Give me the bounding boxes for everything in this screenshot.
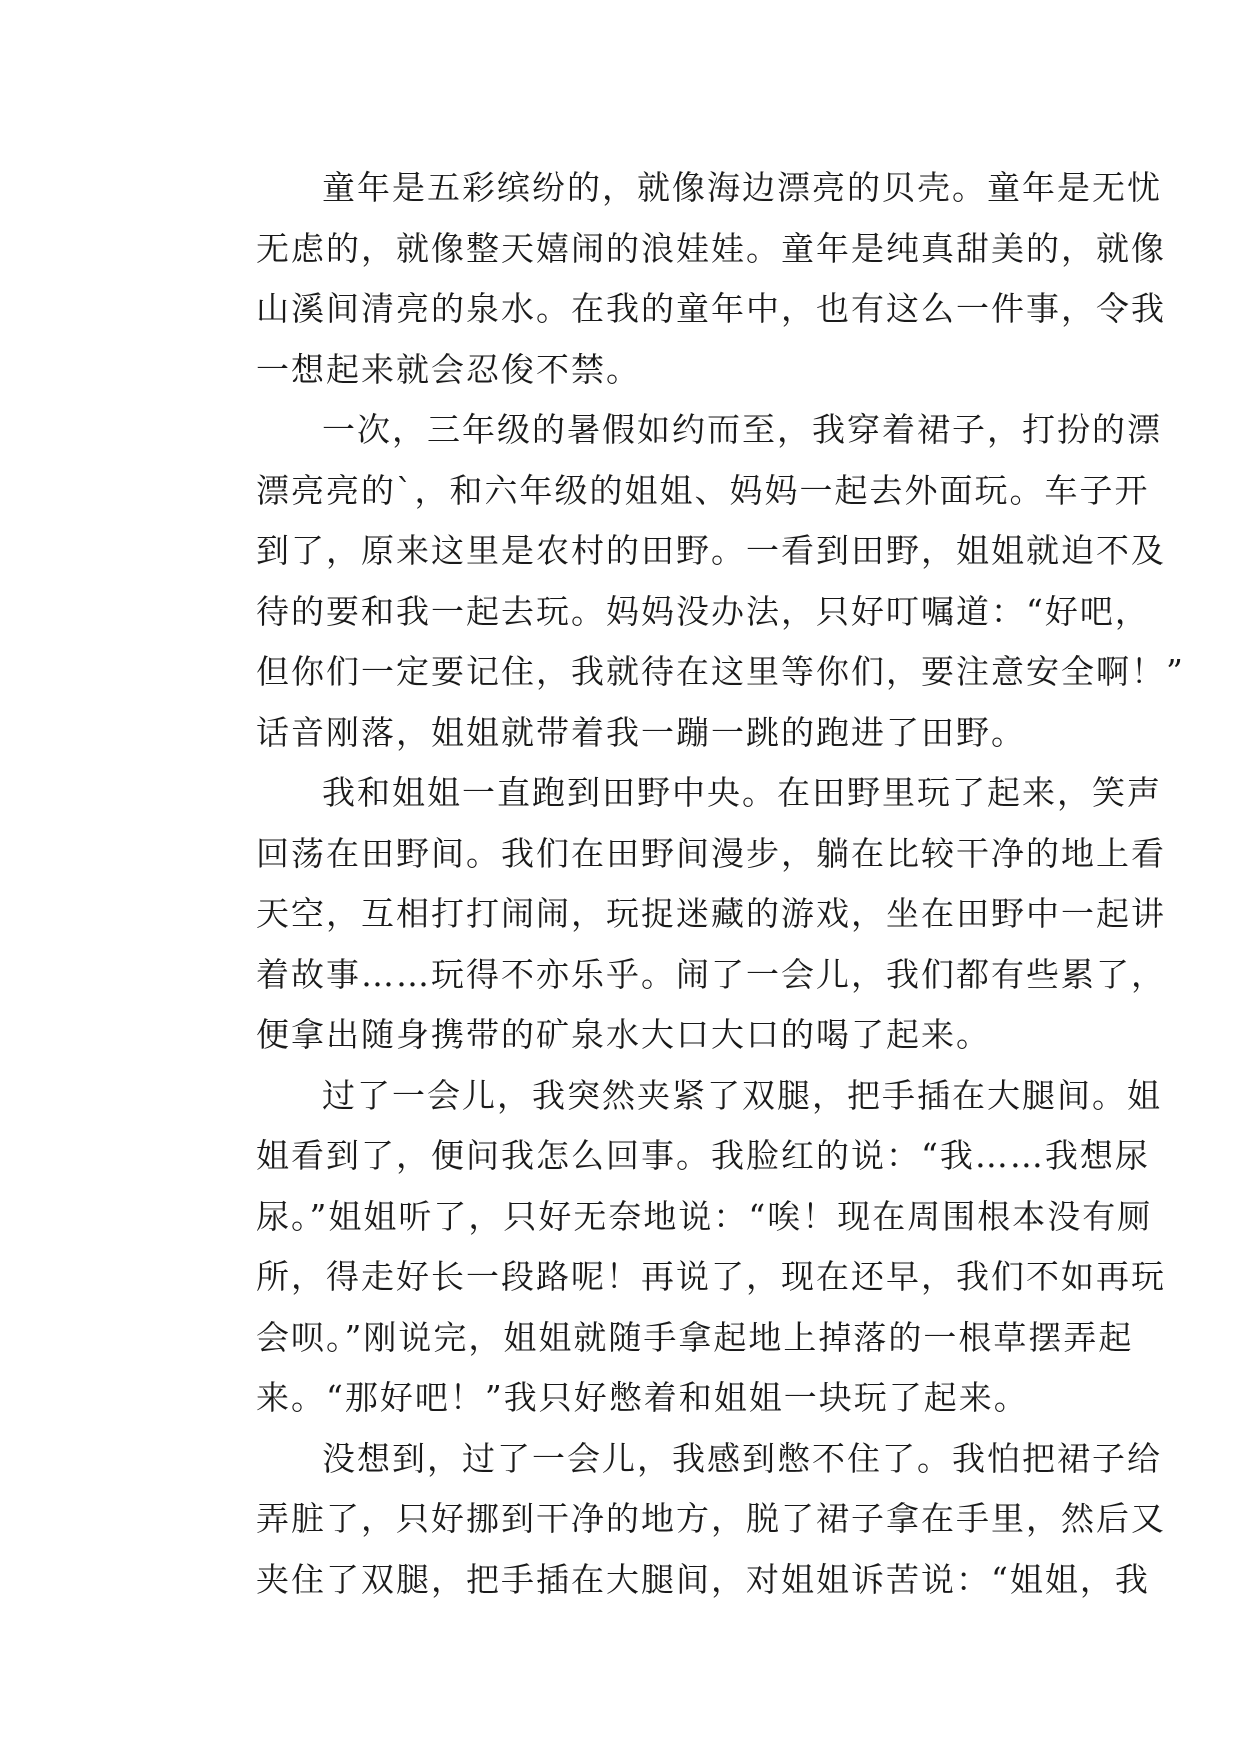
text-line: 着故事……玩得不亦乐乎。闹了一会儿，我们都有些累了， <box>256 954 1166 994</box>
text-line: 待的要和我一起去玩。妈妈没办法，只好叮嘱道：“好吧， <box>256 591 1150 631</box>
text-line: 话音刚落，姐姐就带着我一蹦一跳的跑进了田野。 <box>256 712 1026 752</box>
text-line: 山溪间清亮的泉水。在我的童年中，也有这么一件事，令我 <box>256 289 1166 328</box>
paragraph-5 <box>190 1429 1166 1611</box>
text-line: 一次，三年级的暑假如约而至，我穿着裙子，打扮的漂 <box>322 410 1162 449</box>
text-line: 我和姐姐一直跑到田野中央。在田野里玩了起来，笑声 <box>322 773 1162 812</box>
paragraph-3 <box>190 763 1166 1066</box>
text-line: 童年是五彩缤纷的，就像海边漂亮的贝壳。童年是无忧 <box>322 168 1162 207</box>
text-line: 漂亮亮的`，和六年级的姐姐、妈妈一起去外面玩。车子开 <box>256 470 1150 510</box>
text-line: 姐看到了，便问我怎么回事。我脸红的说：“我……我想尿 <box>256 1136 1150 1175</box>
text-line: 但你们一定要记住，我就待在这里等你们，要注意安全啊！” <box>256 652 1185 691</box>
text-line: 来。“那好吧！”我只好憋着和姐姐一块玩了起来。 <box>256 1378 1029 1417</box>
text-line: 夹住了双腿，把手插在大腿间，对姐姐诉苦说：“姐姐，我 <box>256 1559 1150 1599</box>
text-line: 到了，原来这里是农村的田野。一看到田野，姐姐就迫不及 <box>256 531 1166 570</box>
paragraph-4 <box>190 1066 1166 1429</box>
paragraph-2 <box>190 400 1185 763</box>
text-line: 过了一会儿，我突然夹紧了双腿，把手插在大腿间。姐 <box>322 1075 1162 1115</box>
document-body <box>190 158 1185 1610</box>
text-line: 会呗。”刚说完，姐姐就随手拿起地上掉落的一根草摆弄起 <box>256 1317 1134 1357</box>
text-line: 弄脏了，只好挪到干净的地方，脱了裙子拿在手里，然后又 <box>256 1499 1166 1538</box>
text-line: 所，得走好长一段路呢！再说了，现在还早，我们不如再玩 <box>256 1257 1166 1296</box>
text-line: 天空，互相打打闹闹，玩捉迷藏的游戏，坐在田野中一起讲 <box>256 894 1166 933</box>
text-line: 便拿出随身携带的矿泉水大口大口的喝了起来。 <box>256 1015 991 1054</box>
text-line: 没想到，过了一会儿，我感到憋不住了。我怕把裙子给 <box>322 1438 1162 1478</box>
text-line: 回荡在田野间。我们在田野间漫步，躺在比较干净的地上看 <box>256 833 1166 873</box>
text-line: 无虑的，就像整天嬉闹的浪娃娃。童年是纯真甜美的，就像 <box>256 228 1166 268</box>
text-line: 尿。”姐姐听了，只好无奈地说：“唉！现在周围根本没有厕 <box>256 1196 1153 1236</box>
paragraph-1 <box>190 158 1166 400</box>
text-line: 一想起来就会忍俊不禁。 <box>256 349 641 389</box>
